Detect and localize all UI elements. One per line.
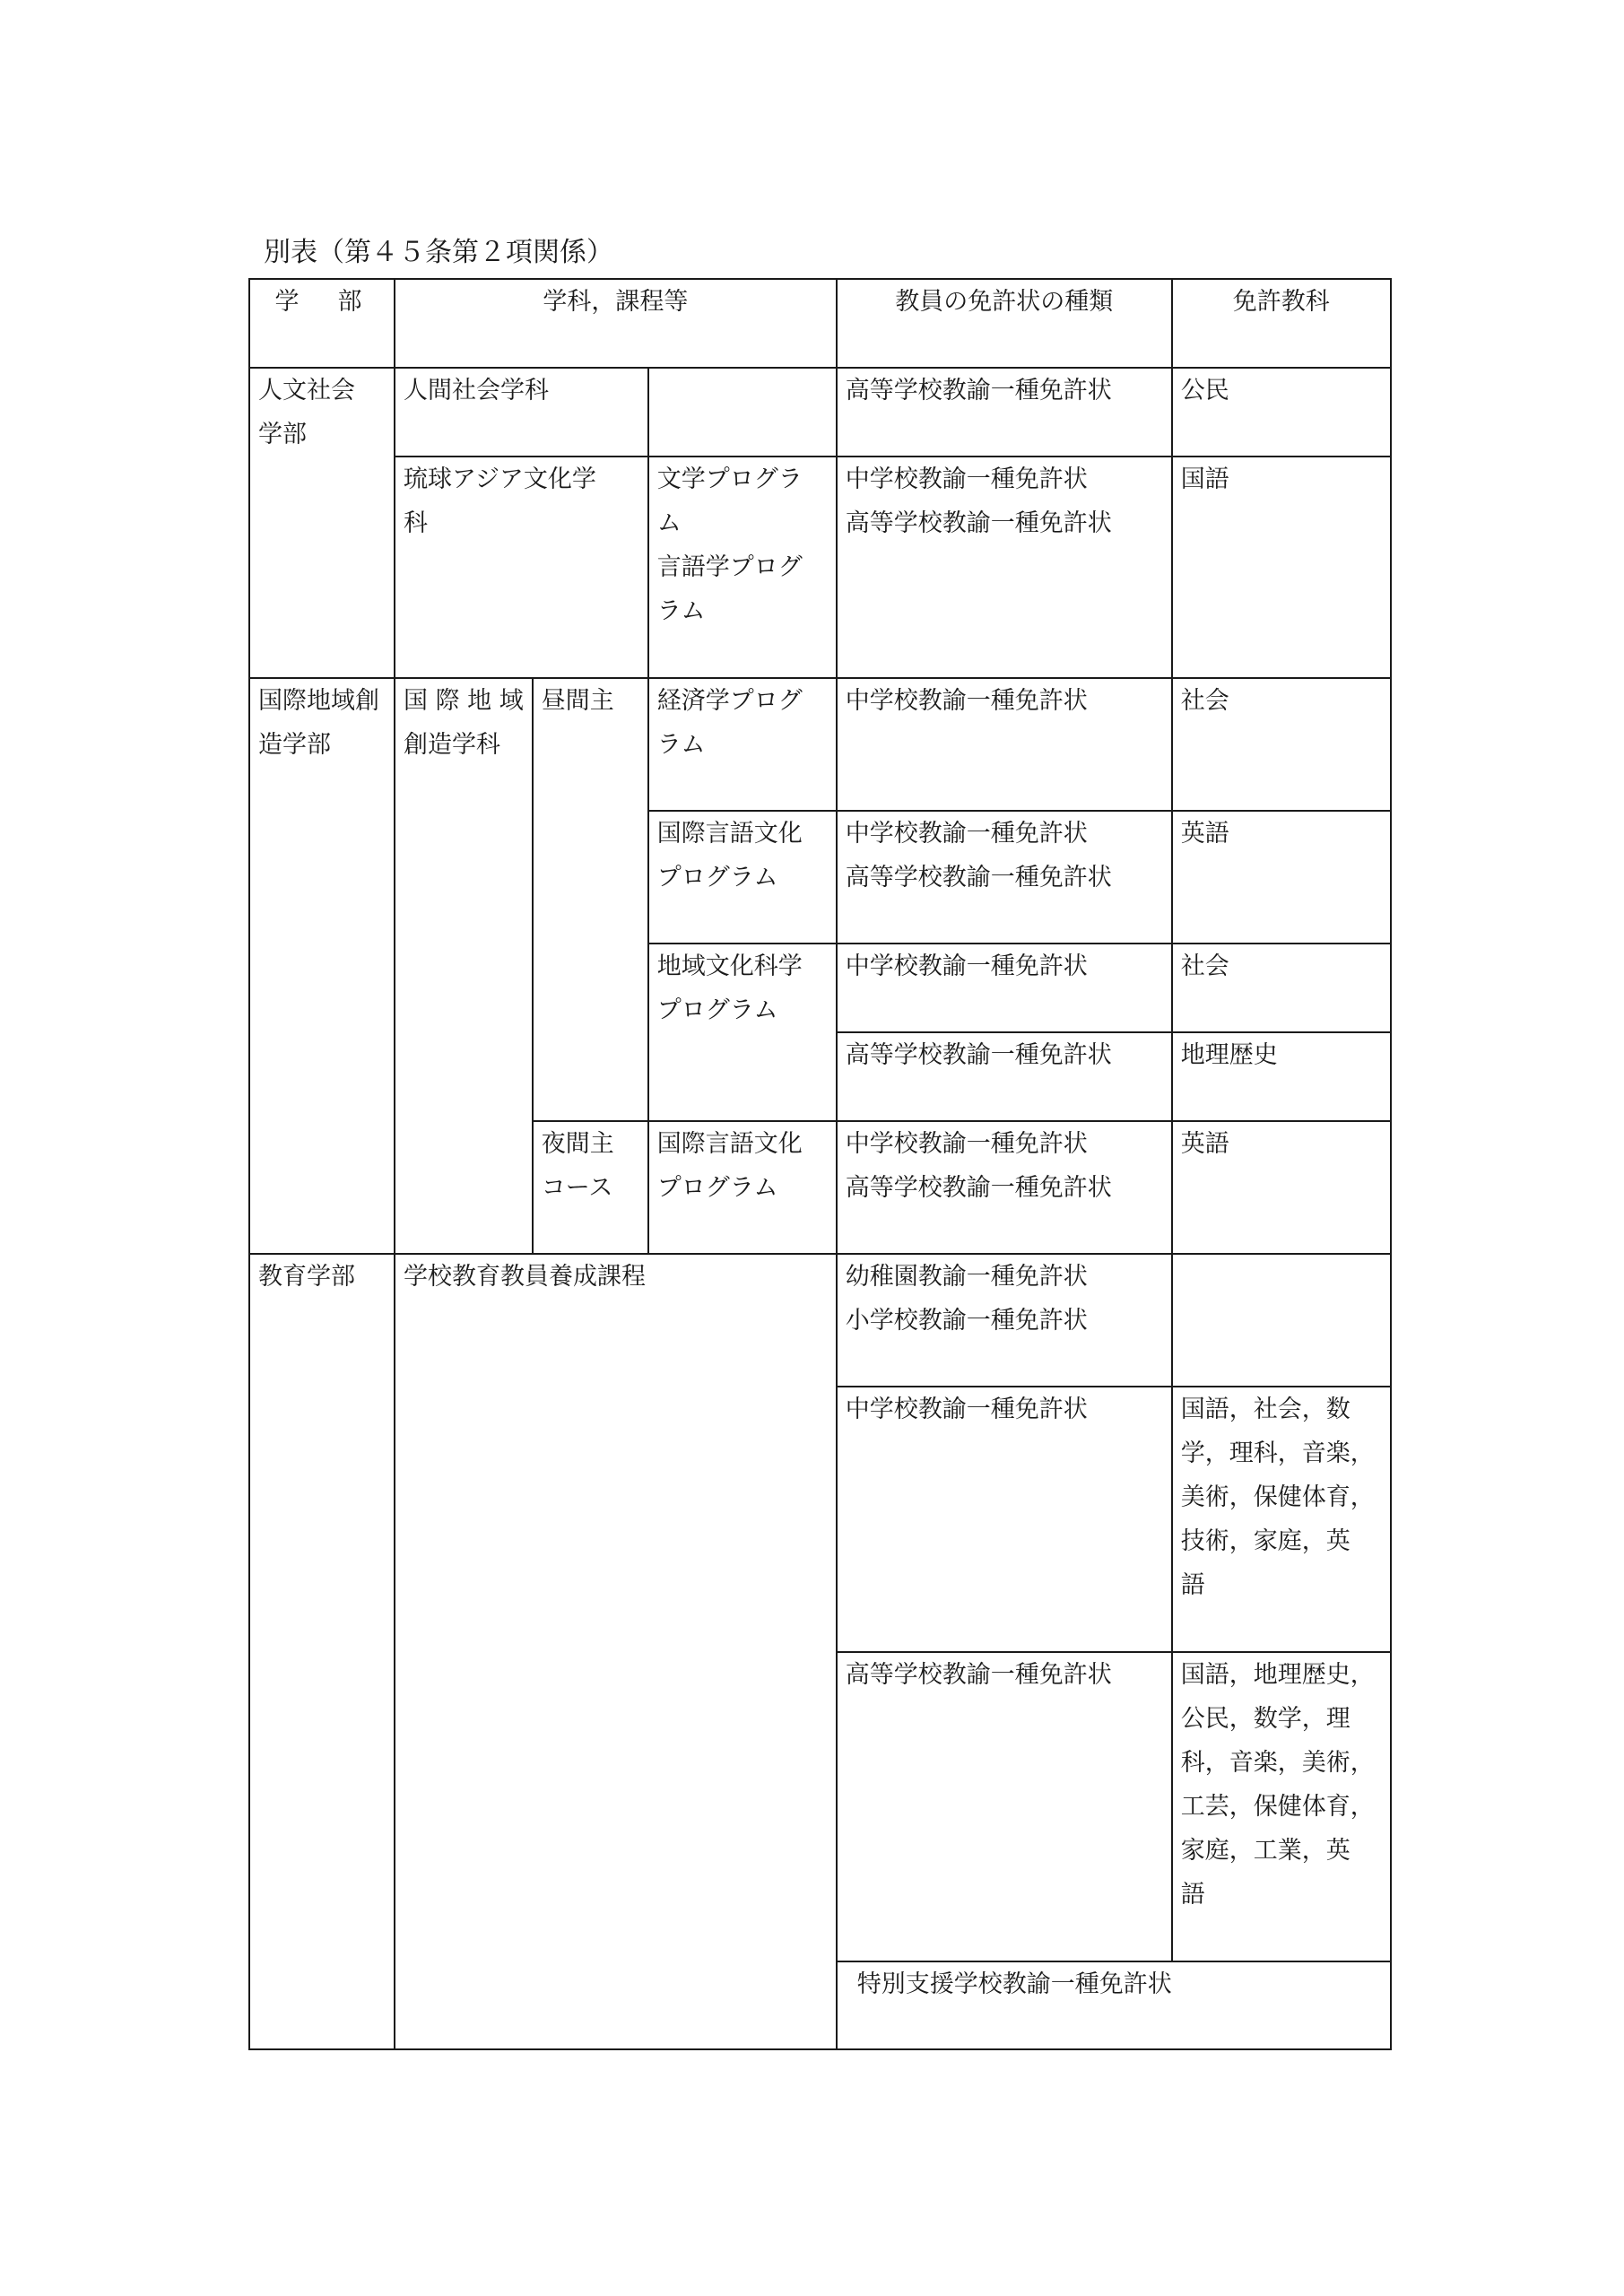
subject-cell: 国語，地理歴史， 公民，数学，理 科，音楽，美術， 工芸，保健体育， 家庭，工業，英 語 bbox=[1172, 1652, 1391, 1961]
license-cell: 高等学校教諭一種免許状 bbox=[837, 1032, 1172, 1121]
faculty-humanities: 人文社会 学部 bbox=[249, 368, 395, 678]
subject-cell: 国語 bbox=[1172, 457, 1391, 678]
header-department: 学科，課程等 bbox=[395, 279, 837, 368]
program-cell: 国際言語文化 プログラム bbox=[648, 811, 837, 944]
header-license-type: 教員の免許状の種類 bbox=[837, 279, 1172, 368]
subject-cell: 英語 bbox=[1172, 1121, 1391, 1254]
license-cell: 中学校教諭一種免許状 bbox=[837, 1387, 1172, 1652]
program-cell: 地域文化科学 プログラム bbox=[648, 944, 837, 1121]
program-cell: 経済学プログ ラム bbox=[648, 678, 837, 811]
subject-cell bbox=[1172, 1254, 1391, 1387]
license-cell: 幼稚園教諭一種免許状 小学校教諭一種免許状 bbox=[837, 1254, 1172, 1387]
page-title: 別表（第４５条第２項関係） bbox=[264, 237, 613, 268]
subject-cell: 地理歴史 bbox=[1172, 1032, 1391, 1121]
day-course: 昼間主 bbox=[533, 678, 648, 1121]
dept-human-society: 人間社会学科 bbox=[395, 368, 648, 457]
license-cell: 中学校教諭一種免許状 bbox=[837, 944, 1172, 1032]
subject-cell: 英語 bbox=[1172, 811, 1391, 944]
dept-international-creation: 国 際 地 域 創造学科 bbox=[395, 678, 533, 1254]
header-faculty: 学 部 bbox=[249, 279, 395, 368]
license-cell: 高等学校教諭一種免許状 bbox=[837, 1652, 1172, 1961]
faculty-education: 教育学部 bbox=[249, 1254, 395, 2049]
license-cell: 中学校教諭一種免許状 bbox=[837, 678, 1172, 811]
program-cell: 国際言語文化 プログラム bbox=[648, 1121, 837, 1254]
license-cell: 中学校教諭一種免許状 高等学校教諭一種免許状 bbox=[837, 811, 1172, 944]
table-row bbox=[249, 368, 1391, 457]
subject-cell: 国語，社会，数 学，理科，音楽， 美術，保健体育， 技術，家庭，英 語 bbox=[1172, 1387, 1391, 1652]
program-cell: 文学プログラ ム 言語学プログ ラム bbox=[648, 457, 837, 678]
program-empty bbox=[648, 368, 837, 457]
subject-cell: 公民 bbox=[1172, 368, 1391, 457]
license-special-support: 特別支援学校教諭一種免許状 bbox=[837, 1961, 1391, 2049]
table-row bbox=[249, 457, 1391, 678]
table-row bbox=[249, 1254, 1391, 1387]
header-row bbox=[249, 279, 1391, 368]
header-subject: 免許教科 bbox=[1172, 279, 1391, 368]
license-cell: 高等学校教諭一種免許状 bbox=[837, 368, 1172, 457]
dept-ryukyu-asia: 琉球アジア文化学 科 bbox=[395, 457, 648, 678]
faculty-international: 国際地域創 造学部 bbox=[249, 678, 395, 1254]
license-table bbox=[248, 278, 1392, 2050]
license-cell: 中学校教諭一種免許状 高等学校教諭一種免許状 bbox=[837, 1121, 1172, 1254]
course-teacher-training: 学校教育教員養成課程 bbox=[395, 1254, 837, 2049]
night-course: 夜間主 コース bbox=[533, 1121, 648, 1254]
subject-cell: 社会 bbox=[1172, 678, 1391, 811]
subject-cell: 社会 bbox=[1172, 944, 1391, 1032]
table-row bbox=[249, 678, 1391, 811]
license-cell: 中学校教諭一種免許状 高等学校教諭一種免許状 bbox=[837, 457, 1172, 678]
